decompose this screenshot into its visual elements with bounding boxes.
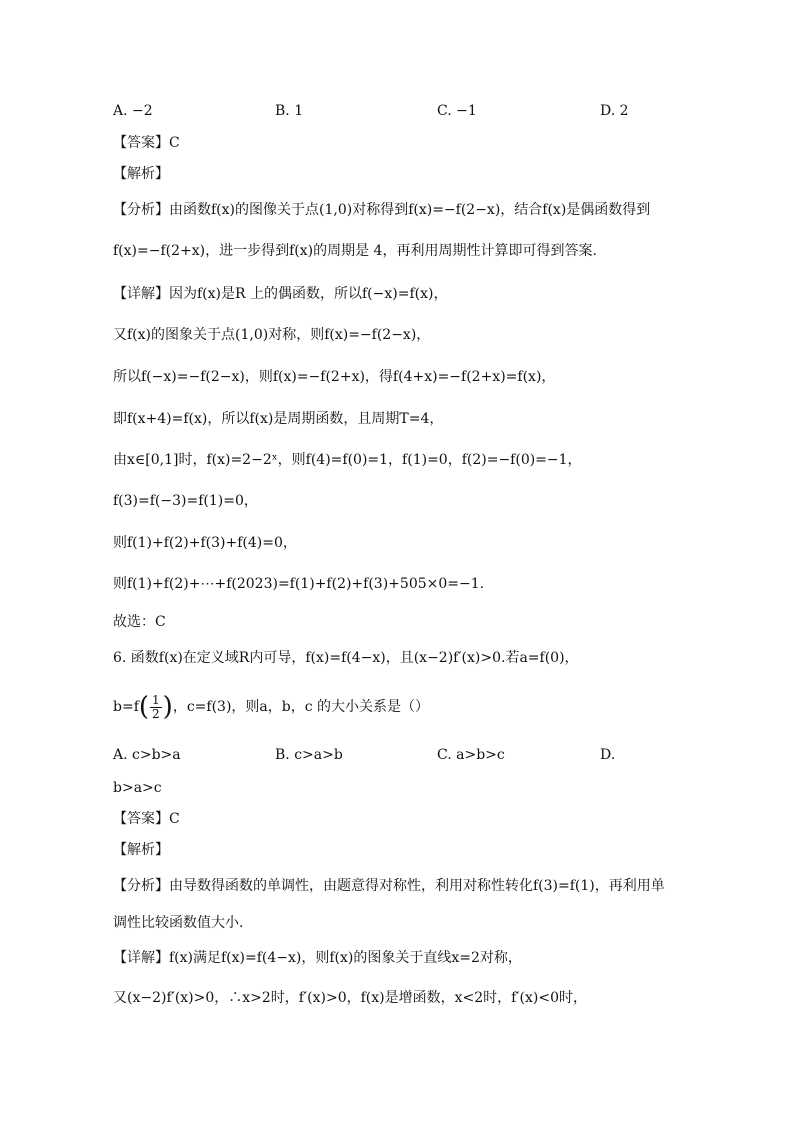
- fraction: [150, 694, 162, 721]
- detail-line-7: 则f(1)+f(2)+f(3)+f(4)=0，: [113, 535, 297, 551]
- q6-answer-label: 【答案】C: [113, 811, 180, 827]
- question-6-stem-2: [113, 692, 429, 722]
- q6-analysis-line-2: 调性比较函数值大小.: [113, 915, 244, 931]
- q6-analysis-label: 【解析】: [113, 842, 169, 858]
- q6-analysis-line-1: 【分析】由导数得函数的单调性，由题意得对称性，利用对称性转化f(3)=f(1)，再利用单: [113, 878, 665, 894]
- detail-line-6: f(3)=f(−3)=f(1)=0，: [113, 493, 258, 509]
- q6-detail-line-1: 【详解】f(x)满足f(x)=f(4−x)，则f(x)的图象关于直线x=2对称，: [113, 950, 522, 966]
- q6-option-c: C. a>b>c: [437, 747, 505, 763]
- paren-open: (: [138, 692, 150, 722]
- detail-line-8: 则f(1)+f(2)+⋯+f(2023)=f(1)+f(2)+f(3)+505×0=−1.: [113, 576, 485, 592]
- stem-suffix: ，c=f(3)，则a，b，c 的大小关系是（）: [172, 699, 430, 715]
- q6-option-d-value: b>a>c: [113, 780, 162, 796]
- conclusion: 故选：C: [113, 614, 166, 630]
- q6-option-b: B. c>a>b: [275, 747, 343, 763]
- option-d: D. 2: [600, 103, 629, 119]
- paren-close: ): [162, 692, 173, 722]
- detail-line-5: 由x∈[0,1]时，f(x)=2−2ˣ，则f(4)=f(0)=1，f(1)=0，f(2)=−f(0)=−1，: [113, 452, 582, 468]
- fraction-numerator: 1: [152, 692, 160, 707]
- q6-option-d: D.: [600, 747, 616, 763]
- fraction-denominator: 2: [152, 706, 160, 721]
- q6-detail-line-2: 又(x−2)f′(x)>0，∴x>2时，f′(x)>0，f(x)是增函数，x<2时，f′(x)<0时，: [113, 990, 587, 1006]
- answer-label: 【答案】C: [113, 135, 180, 151]
- option-b: B. 1: [275, 103, 304, 119]
- analysis-label: 【解析】: [113, 166, 169, 182]
- detail-line-2: 又f(x)的图象关于点(1,0)对称，则f(x)=−f(2−x)，: [113, 327, 431, 343]
- stem-b-prefix: b=f: [113, 699, 139, 715]
- detail-line-1: 【详解】因为f(x)是R 上的偶函数，所以f(−x)=f(x)，: [113, 286, 448, 302]
- question-6-stem: 6. 函数f(x)在定义域R内可导，f(x)=f(4−x)，且(x−2)f′(x)>0.若a=f(0)，: [113, 650, 579, 666]
- analysis-line-2: f(x)=−f(2+x)，进一步得到f(x)的周期是 4，再利用周期性计算即可得到答案.: [113, 243, 597, 259]
- q6-option-a: A. c>b>a: [113, 747, 181, 763]
- option-c: C. −1: [437, 103, 477, 119]
- detail-line-3: 所以f(−x)=−f(2−x)，则f(x)=−f(2+x)，得f(4+x)=−f(2+x)=f(x)，: [113, 369, 556, 385]
- analysis-line-1: 【分析】由函数f(x)的图像关于点(1,0)对称得到f(x)=−f(2−x)，结合f(x)是偶函数得到: [113, 202, 651, 218]
- option-a: A. −2: [113, 103, 153, 119]
- detail-line-4: 即f(x+4)=f(x)，所以f(x)是周期函数，且周期T=4，: [113, 411, 444, 427]
